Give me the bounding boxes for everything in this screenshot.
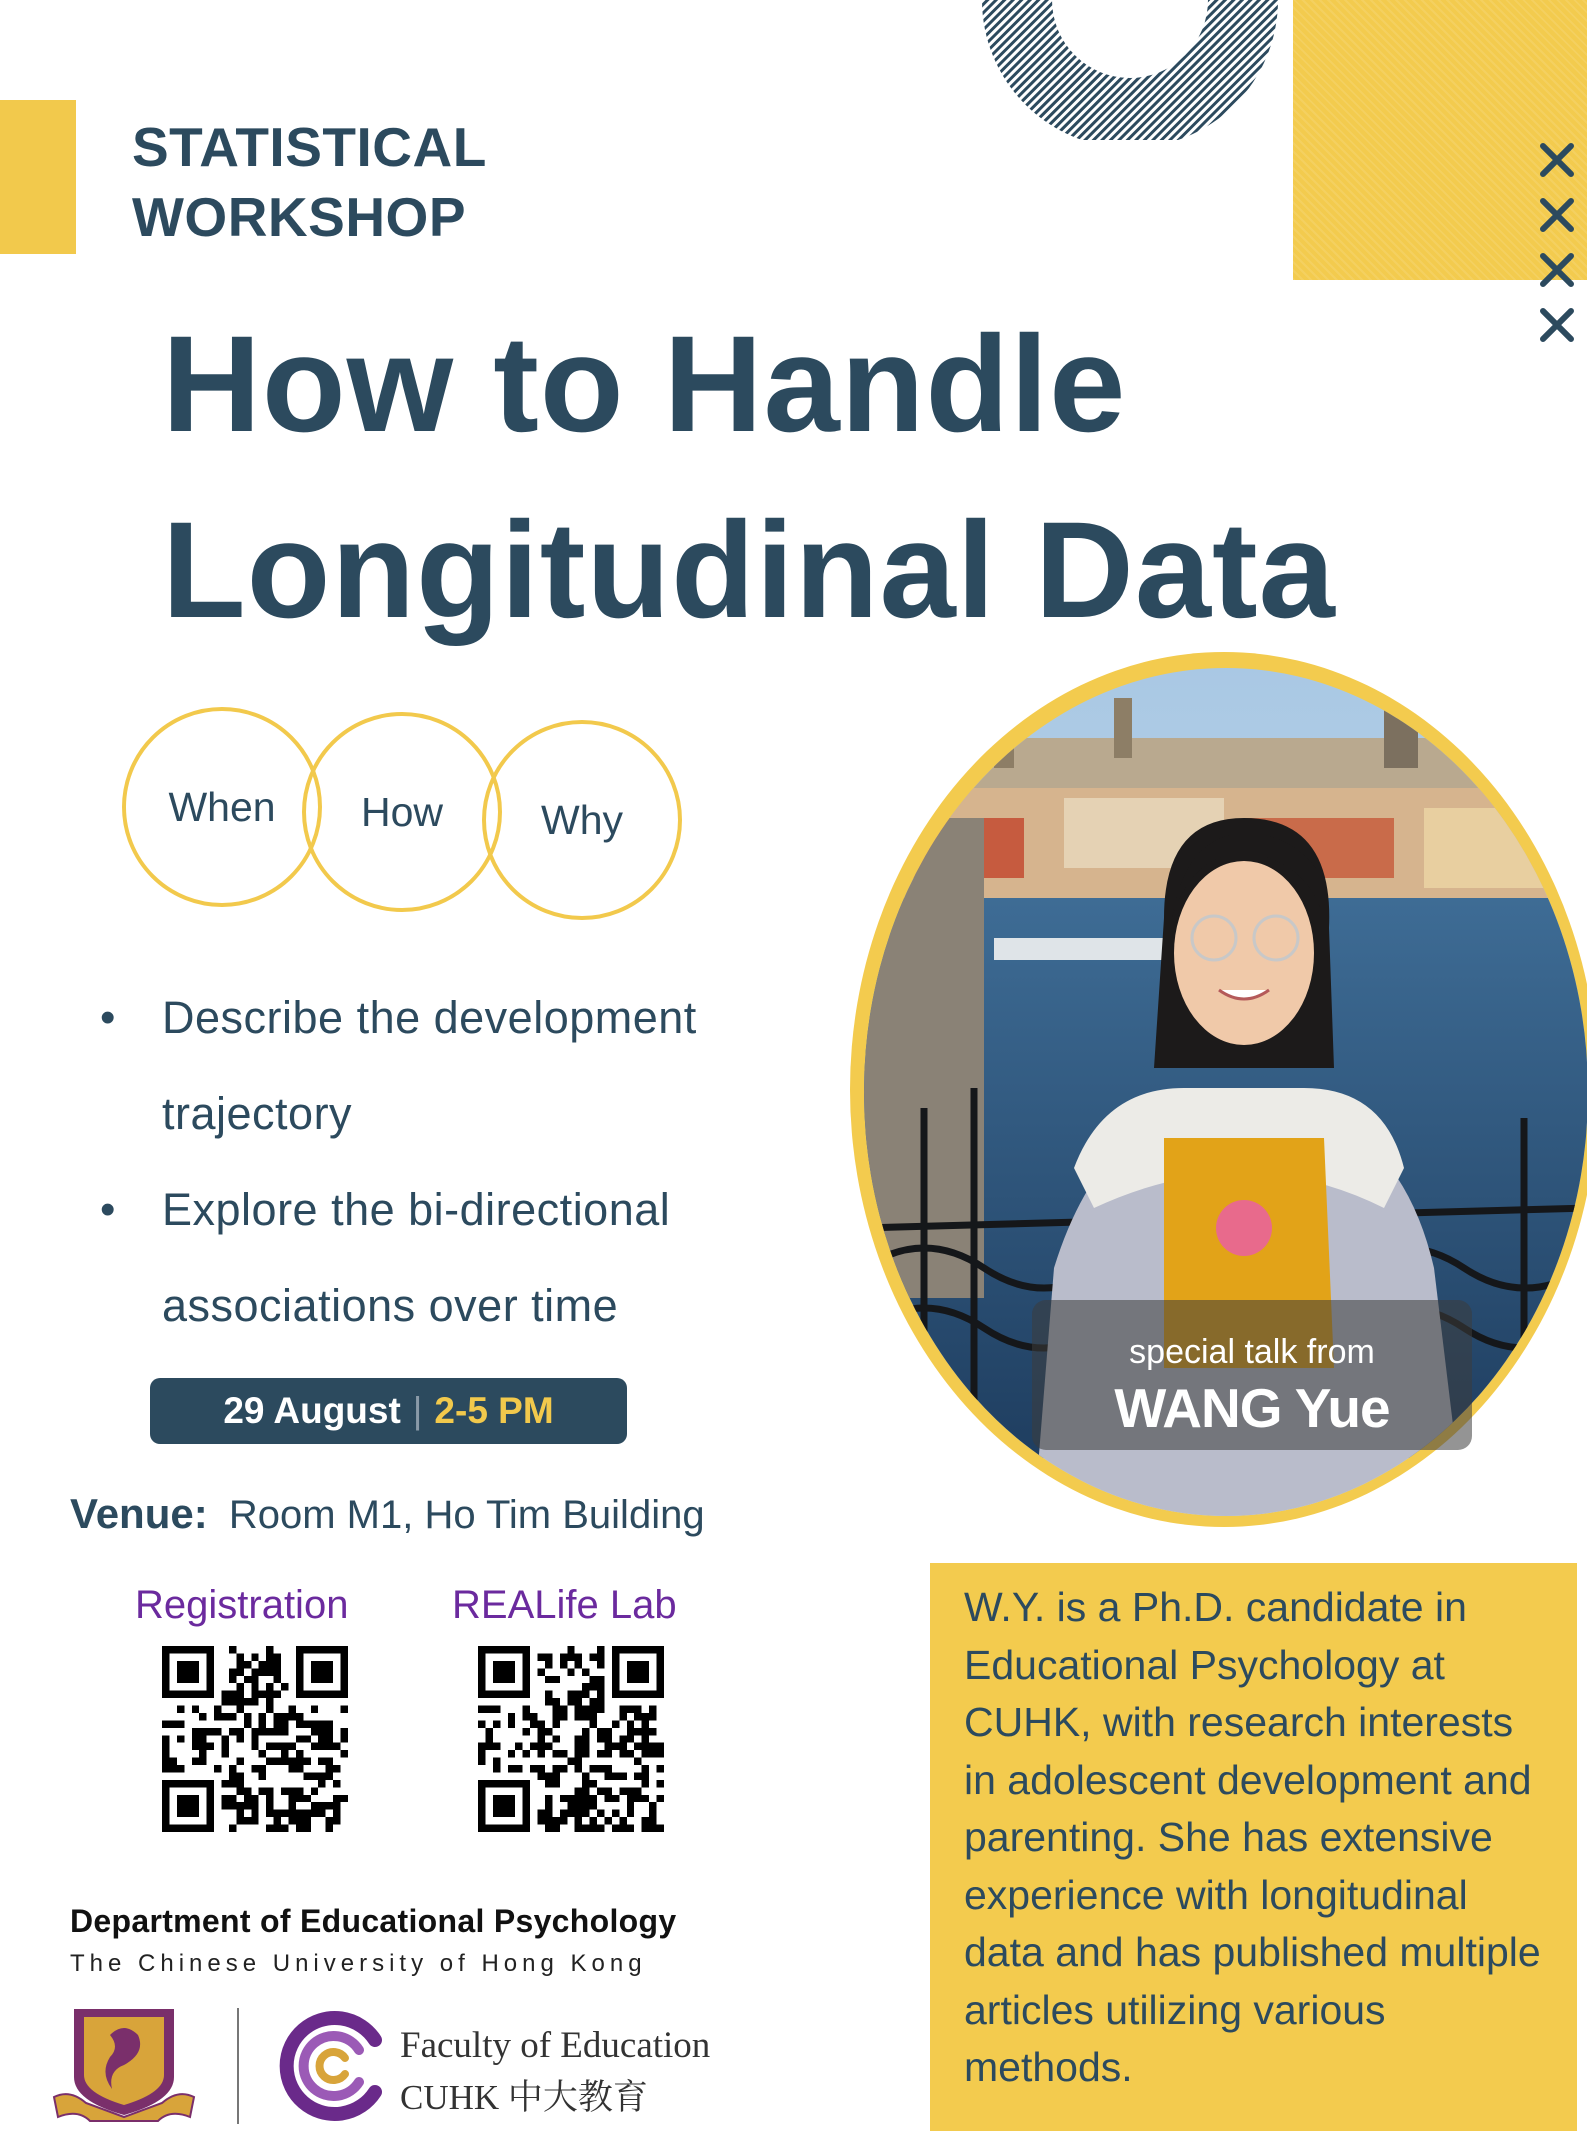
circle-how-label: How bbox=[360, 788, 444, 835]
kicker-line-2: WORKSHOP bbox=[132, 186, 466, 248]
circle-when bbox=[122, 707, 322, 907]
qr-code-icon[interactable] bbox=[162, 1646, 348, 1832]
bullet-2-line-2: associations over time bbox=[162, 1280, 619, 1331]
circle-why-label: Why bbox=[541, 796, 623, 843]
list-item bbox=[100, 1162, 780, 1354]
venue-location: Room M1, Ho Tim Building bbox=[228, 1493, 705, 1537]
bullet-2-line-1: Explore the bi-directional bbox=[162, 1184, 671, 1235]
speaker-name: WANG Yue bbox=[1114, 1377, 1390, 1439]
department-name: Department of Educational Psychology bbox=[70, 1903, 677, 1939]
speaker-intro: special talk from bbox=[1129, 1333, 1375, 1371]
registration-label: Registration bbox=[135, 1583, 349, 1627]
cuhk-crest-icon bbox=[50, 2005, 198, 2125]
x-icon bbox=[1537, 305, 1577, 345]
faculty-name: Faculty of Education bbox=[400, 2025, 711, 2066]
realife-lab-label: REALife Lab bbox=[452, 1583, 677, 1627]
decorative-x-marks bbox=[1537, 140, 1577, 360]
x-icon bbox=[1537, 250, 1577, 290]
title-line-1: How to Handle bbox=[162, 308, 1127, 461]
qr-code-icon[interactable] bbox=[478, 1646, 664, 1832]
date-badge bbox=[150, 1378, 627, 1444]
workshop-kicker bbox=[132, 112, 652, 252]
university-name: The Chinese University of Hong Kong bbox=[70, 1950, 647, 1977]
circle-why bbox=[482, 720, 682, 920]
bullet-1-line-1: Describe the development bbox=[162, 992, 697, 1043]
speaker-bio: W.Y. is a Ph.D. candidate in Educational Psychology at CUHK, with research interests in adolescent development and parenting. She has extensive experience with longitudinal data and has published multiple articles utilizing various methods. bbox=[930, 1563, 1577, 2131]
list-item bbox=[100, 970, 780, 1162]
faculty-logo-icon bbox=[275, 2010, 387, 2122]
venue-label: Venue: bbox=[70, 1490, 208, 1537]
date-separator: | bbox=[412, 1390, 423, 1431]
event-date: 29 August bbox=[223, 1390, 401, 1431]
speaker-caption bbox=[1032, 1300, 1472, 1450]
event-time: 2-5 PM bbox=[434, 1390, 554, 1431]
kicker-line-1: STATISTICAL bbox=[132, 116, 487, 178]
venue bbox=[70, 1490, 870, 1538]
x-icon bbox=[1537, 140, 1577, 180]
page-title bbox=[162, 292, 1542, 664]
bullet-1-line-2: trajectory bbox=[162, 1088, 353, 1139]
decorative-yellow-bar bbox=[0, 100, 76, 254]
decorative-arc bbox=[960, 0, 1300, 140]
topic-list bbox=[100, 970, 780, 1354]
title-line-2: Longitudinal Data bbox=[162, 494, 1336, 647]
faculty-subtitle: CUHK 中大教育 bbox=[400, 2078, 648, 2117]
x-icon bbox=[1537, 195, 1577, 235]
circle-how bbox=[302, 712, 502, 912]
logo-divider bbox=[237, 2008, 239, 2124]
circle-when-label: When bbox=[168, 783, 276, 830]
